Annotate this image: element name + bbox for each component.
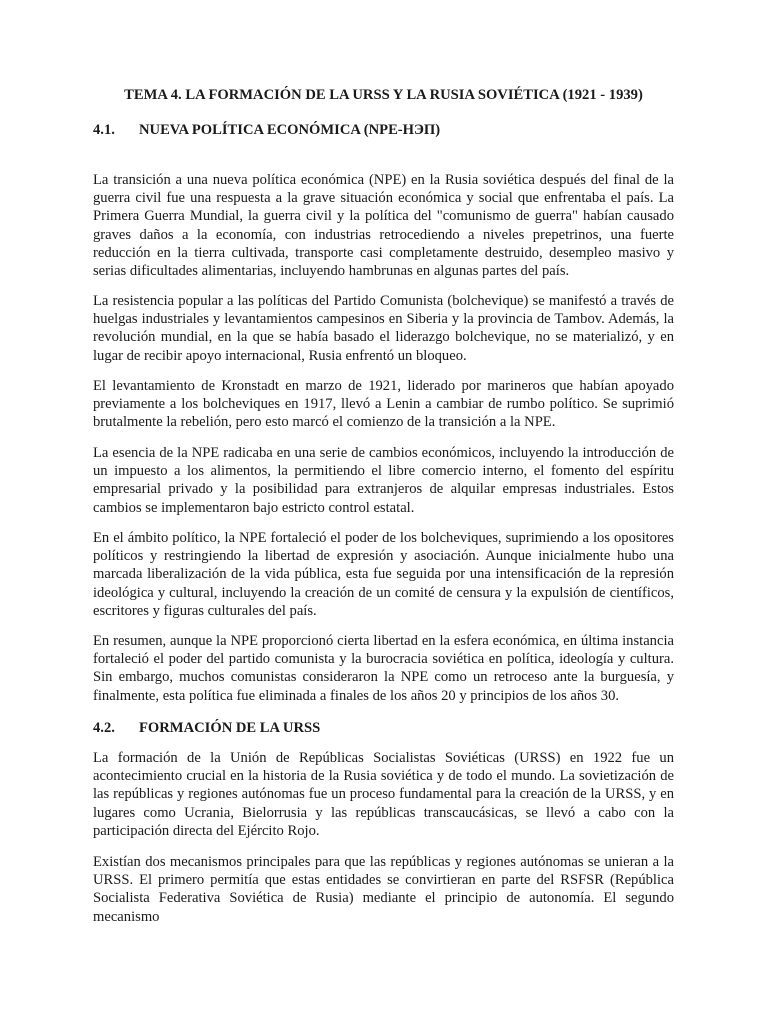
section-heading-4-1 [93, 121, 674, 139]
paragraph: La transición a una nueva política económica (NPE) en la Rusia soviética después del final de la guerra civil fue una respuesta a la grave situación económica y social que enfrentaba el país. La Primera Guerra Mundial, la guerra civil y la política del "comunismo de guerra" habían causado graves daños a la economía, con industrias retrocediendo a niveles prepetrinos, una fuerte reducción en la tierra cultivada, transporte casi completamente destruido, desempleo masivo y serias dificultades alimentarias, incluyendo hambrunas en algunas partes del país. [93, 172, 674, 280]
section-number: 4.2. [93, 720, 115, 736]
section-number: 4.1. [93, 122, 115, 138]
section-heading-4-2 [93, 719, 674, 737]
paragraph: En resumen, aunque la NPE proporcionó cierta libertad en la esfera económica, en última instancia fortaleció el poder del partido comunista y la burocracia soviética en política, ideología y cultura. Sin embargo, muchos comunistas consideraron la NPE como un retroceso ante la burguesía, y finalmente, esta política fue eliminada a finales de los años 20 y principios de los años 30. [93, 633, 674, 704]
paragraph: Existían dos mecanismos principales para que las repúblicas y regiones autónomas se unieran a la URSS. El primero permitía que estas entidades se convirtieran en parte del RSFSR (República Socialista Federativa Soviética de Rusia) mediante el principio de autonomía. El segundo mecanismo [93, 854, 674, 925]
section-title: FORMACIÓN DE LA URSS [139, 720, 321, 736]
paragraph: La esencia de la NPE radicaba en una serie de cambios económicos, incluyendo la introducción de un impuesto a los alimentos, la permitiendo el libre comercio interno, el fomento del espíritu empresarial privado y la posibilidad para extranjeros de alquilar empresas industriales. Estos cambios se implementaron bajo estricto control estatal. [93, 445, 674, 516]
section-title: NUEVA POLÍTICA ECONÓMICA (NPE-НЭП) [139, 122, 441, 138]
paragraph: La resistencia popular a las políticas del Partido Comunista (bolchevique) se manifestó a través de huelgas industriales y levantamientos campesinos en Siberia y la provincia de Tambov. Además, la revolución mundial, en la que se había basado el liderazgo bolchevique, no se materializó, y en lugar de recibir apoyo internacional, Rusia enfrentó un bloqueo. [93, 293, 674, 364]
paragraph: En el ámbito político, la NPE fortaleció el poder de los bolcheviques, suprimiendo a los opositores políticos y restringiendo la libertad de expresión y asociación. Aunque inicialmente hubo una marcada liberalización de la vida pública, esta fue seguida por una intensificación de la represión ideológica y cultural, incluyendo la creación de un comité de censura y la expulsión de científicos, escritores y figuras culturales del país. [93, 530, 674, 619]
document-title: TEMA 4. LA FORMACIÓN DE LA URSS Y LA RUSIA SOVIÉTICA (1921 - 1939) [124, 87, 643, 103]
paragraph: El levantamiento de Kronstadt en marzo de 1921, liderado por marineros que habían apoyado previamente a los bolcheviques en 1917, llevó a Lenin a cambiar de rumbo político. Se suprimió brutalmente la rebelión, pero esto marcó el comienzo de la transición a la NPE. [93, 378, 674, 431]
paragraph: La formación de la Unión de Repúblicas Socialistas Soviéticas (URSS) en 1922 fue un acontecimiento crucial en la historia de la Rusia soviética y de todo el mundo. La sovietización de las repúblicas y regiones autónomas fue un proceso fundamental para la creación de la URSS, y en lugares como Ucrania, Bielorrusia y las repúblicas transcaucásicas, se llevó a cabo con la participación directa del Ejército Rojo. [93, 750, 674, 839]
